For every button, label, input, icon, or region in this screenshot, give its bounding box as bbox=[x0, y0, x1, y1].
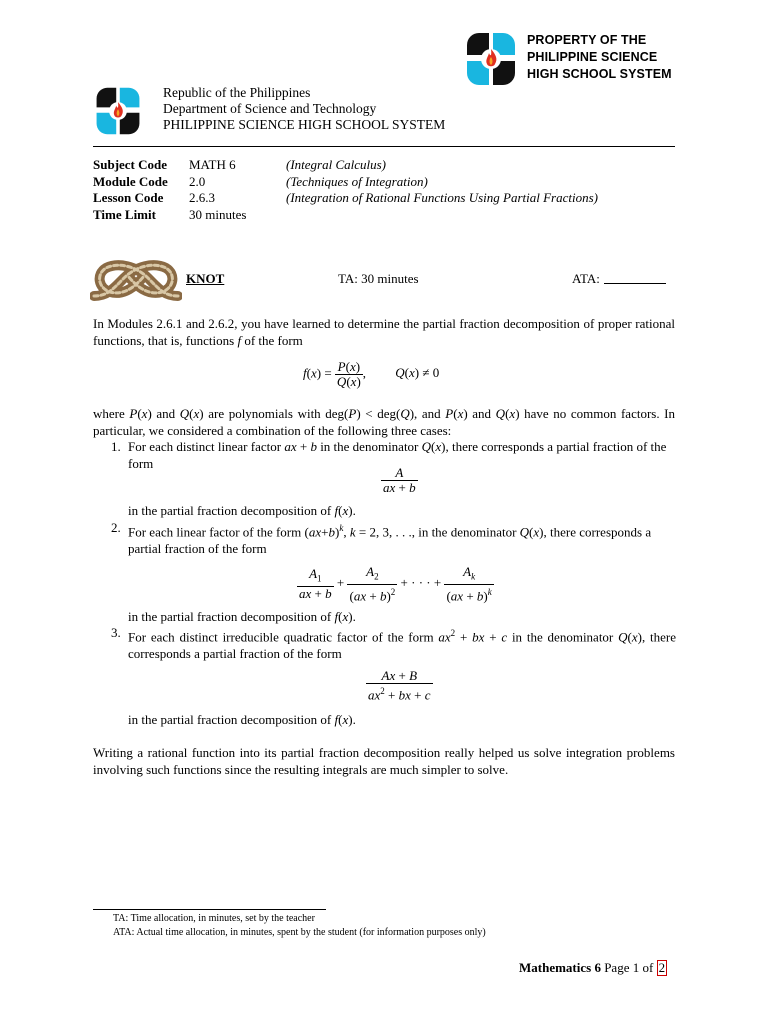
code-row: Subject Code MATH 6 (Integral Calculus) bbox=[93, 157, 387, 172]
page-total-link[interactable]: 2 bbox=[658, 960, 666, 975]
list-item: For each distinct linear factor ax + b in the denominator Q(x), there corresponds a partial fraction of the form bbox=[128, 439, 667, 471]
time-allocation: TA: 30 minutes bbox=[338, 271, 419, 286]
pshs-logo-large bbox=[463, 31, 519, 87]
page-footer: Mathematics 6 Page 1 of 2 bbox=[519, 960, 666, 975]
code-row: Module Code 2.0 (Techniques of Integration) bbox=[93, 173, 428, 189]
rational-function-formula: f(x) = $\frac{P(x)}{Q(x)}$ , Q(x) ≠ 0 bbox=[303, 359, 440, 389]
list-number: 1. bbox=[111, 439, 121, 454]
ata-blank[interactable] bbox=[604, 283, 666, 284]
list-item: For each distinct irreducible quadratic factor of the form $ax^2$ + bx + c in the denominator Q(x), there corresponds a partial fraction of the form bbox=[128, 628, 676, 661]
intro-paragraph: In Modules 2.6.1 and 2.6.2, you have learned to determine the partial fraction decomposition of proper rational functions, that is, functions f of the form bbox=[93, 316, 675, 348]
closing-paragraph: Writing a rational function into its partial fraction decomposition really helped us solve integration problems involving such functions since the resulting integrals are much simpler to solve. bbox=[93, 745, 675, 777]
footnote-divider bbox=[93, 909, 326, 910]
quadratic-fraction-formula: $\frac{Ax + B}{ax^2 + bx + c}$ bbox=[368, 668, 431, 703]
repeated-linear-formula: $\frac{A_1}{ax + b}$ + $\frac{A_2}{(ax + b)^2}$ + · · · + $\frac{A_k}{(ax + b)^k}$ bbox=[299, 564, 492, 603]
item-note: in the partial fraction decomposition of f(x). bbox=[128, 712, 356, 727]
list-number: 3. bbox=[111, 625, 121, 640]
header-divider bbox=[93, 146, 675, 147]
item-note: in the partial fraction decomposition of f(x). bbox=[128, 609, 356, 624]
list-item: For each linear factor of the form $(ax+b)^k$, k = 2, 3, . . ., in the denominator Q(x), there corresponds a partial fraction of the form bbox=[128, 523, 652, 556]
code-row: Time Limit 30 minutes bbox=[93, 206, 247, 222]
knot-illustration bbox=[90, 252, 182, 313]
knot-title: KNOT bbox=[186, 271, 225, 286]
definition-paragraph: where P(x) and Q(x) are polynomials with deg(P) < deg(Q), and P(x) and Q(x) have no common factors. In particular, we considered a combination of the following three cases: bbox=[93, 406, 676, 438]
agency-block: Republic of the Philippines Department of Science and Technology PHILIPPINE SCIENCE HIGH SCHOOL SYSTEM bbox=[163, 85, 446, 132]
footnotes: TA: Time allocation, in minutes, set by the teacher ATA: Actual time allocation, in minutes, spent by the student (for information purposes only) bbox=[113, 913, 486, 938]
linear-fraction-formula: $\frac{A}{ax + b}$ bbox=[383, 465, 416, 495]
module-codes bbox=[93, 157, 598, 223]
code-row: Lesson Code 2.6.3 (Integration of Rational Functions Using Partial Fractions) bbox=[93, 190, 598, 205]
actual-time-allocation: ATA: bbox=[572, 271, 666, 287]
list-number: 2. bbox=[111, 520, 121, 535]
item-note: in the partial fraction decomposition of f(x). bbox=[128, 503, 356, 518]
pshs-logo-small bbox=[93, 86, 143, 136]
property-label: PROPERTY OF THE PHILIPPINE SCIENCE HIGH SCHOOL SYSTEM bbox=[527, 33, 672, 81]
